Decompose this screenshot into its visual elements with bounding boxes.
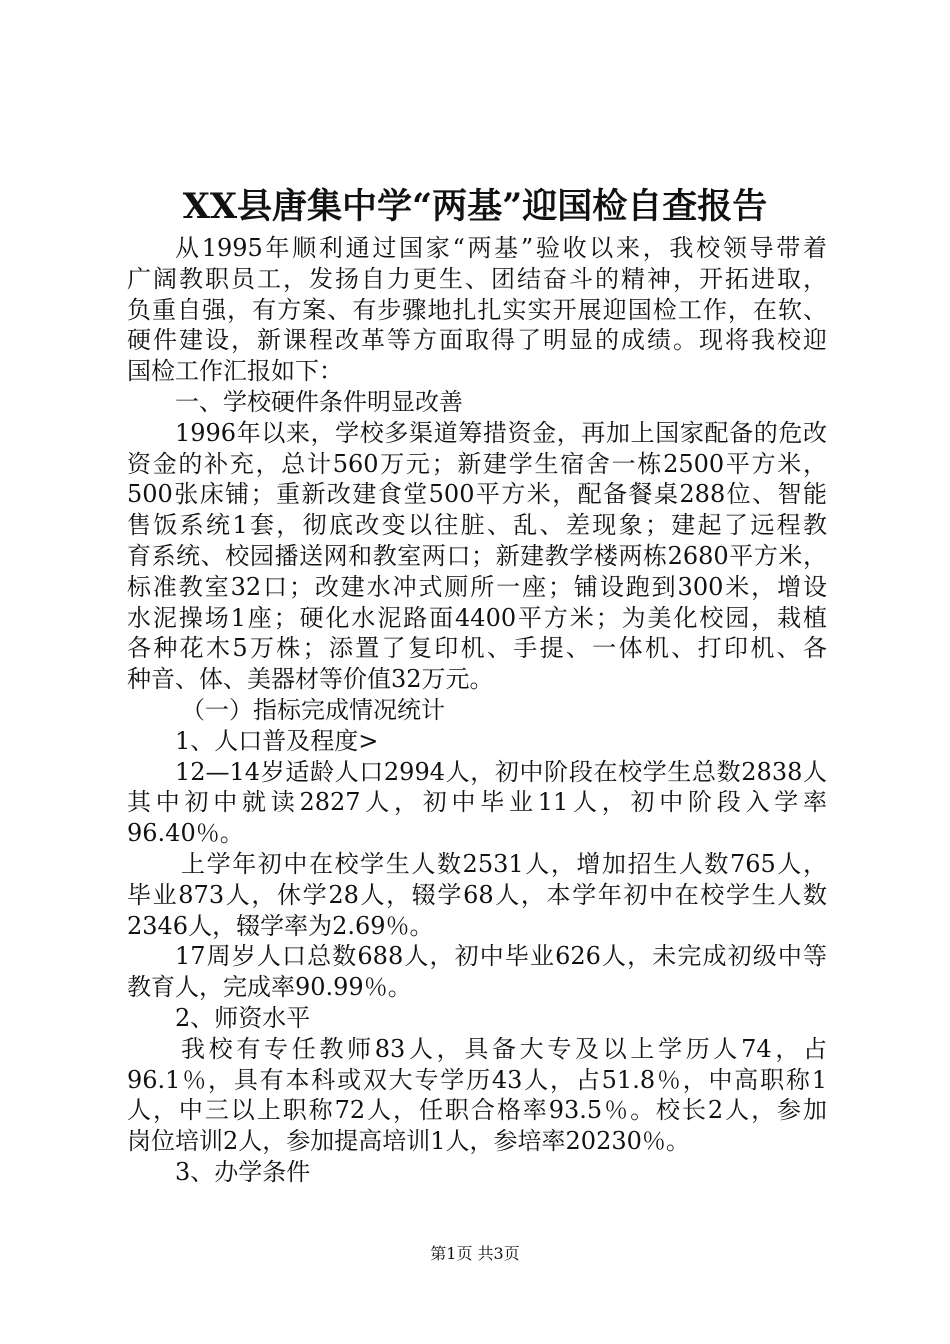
text-line: 96.40％。 [127,819,244,848]
subsection-heading: 2、师资水平 [175,1003,311,1032]
text-line: 教育人，完成率90.99％。 [127,973,412,1002]
text-line: 资金的补充，总计560万元；新建学生宿舍一栋2500平方米， [127,449,827,478]
text-line: 2346人，辍学率为2.69％。 [127,911,434,940]
subsection-heading: （一）指标完成情况统计 [181,695,445,724]
text-line: 岗位培训2人，参加提高培训1人，参培率20230％。 [127,1127,690,1156]
text-line: 1996年以来，学校多渠道筹措资金，再加上国家配备的危改 [175,418,827,447]
text-line: 我校有专任教师83人，具备大专及以上学历人74，占 [181,1034,827,1063]
text-line: 各种花木5万株；添置了复印机、手提、一体机、打印机、各 [127,634,827,663]
text-line: 种音、体、美器材等价值32万元。 [127,665,494,694]
page-footer: 第1页 共3页 [430,1244,520,1263]
text-line: 广阔教职员工，发扬自力更生、团结奋斗的精神，开拓进取， [127,264,827,293]
document-title: XX县唐集中学“两基”迎国检自查报告 [182,186,768,227]
text-line: 500张床铺；重新改建食堂500平方米，配备餐桌288位、智能 [127,480,827,509]
text-line: 水泥操场1座；硬化水泥路面4400平方米；为美化校园，栽植 [127,603,827,632]
text-line: 国检工作汇报如下： [127,357,343,386]
text-line: 售饭系统1套，彻底改变以往脏、乱、差现象；建起了远程教 [127,511,827,540]
text-line: 上学年初中在校学生人数2531人，增加招生人数765人， [181,849,827,878]
text-line: 毕业873人，休学28人，辍学68人，本学年初中在校学生人数 [127,880,827,909]
document-body [127,233,827,1188]
subsection-heading: 1、人口普及程度> [175,726,379,755]
text-line: 育系统、校园播送网和教室两口；新建教学楼两栋2680平方米， [127,541,827,570]
text-line: 标准教室32口；改建水冲式厕所一座；铺设跑到300米，增设 [127,572,827,601]
text-line: 其中初中就读2827人，初中毕业11人，初中阶段入学率 [127,788,827,817]
text-line: 从1995年顺利通过国家“两基”验收以来，我校领导带着 [175,234,827,262]
text-line: 17周岁人口总数688人，初中毕业626人，未完成初级中等 [175,942,827,971]
text-line: 人，中三以上职称72人，任职合格率93.5％。校长2人，参加 [127,1096,827,1125]
text-line: 12—14岁适龄人口2994人，初中阶段在校学生总数2838人 [175,757,827,786]
text-line: 96.1％，具有本科或双大专学历43人，占51.8％，中高职称1 [127,1065,827,1094]
subsection-heading: 3、办学条件 [175,1157,311,1186]
section-heading: 一、学校硬件条件明显改善 [175,387,463,416]
text-line: 硬件建设，新课程改革等方面取得了明显的成绩。现将我校迎 [127,326,827,355]
text-line: 负重自强，有方案、有步骤地扎扎实实开展迎国检工作，在软、 [127,295,827,324]
